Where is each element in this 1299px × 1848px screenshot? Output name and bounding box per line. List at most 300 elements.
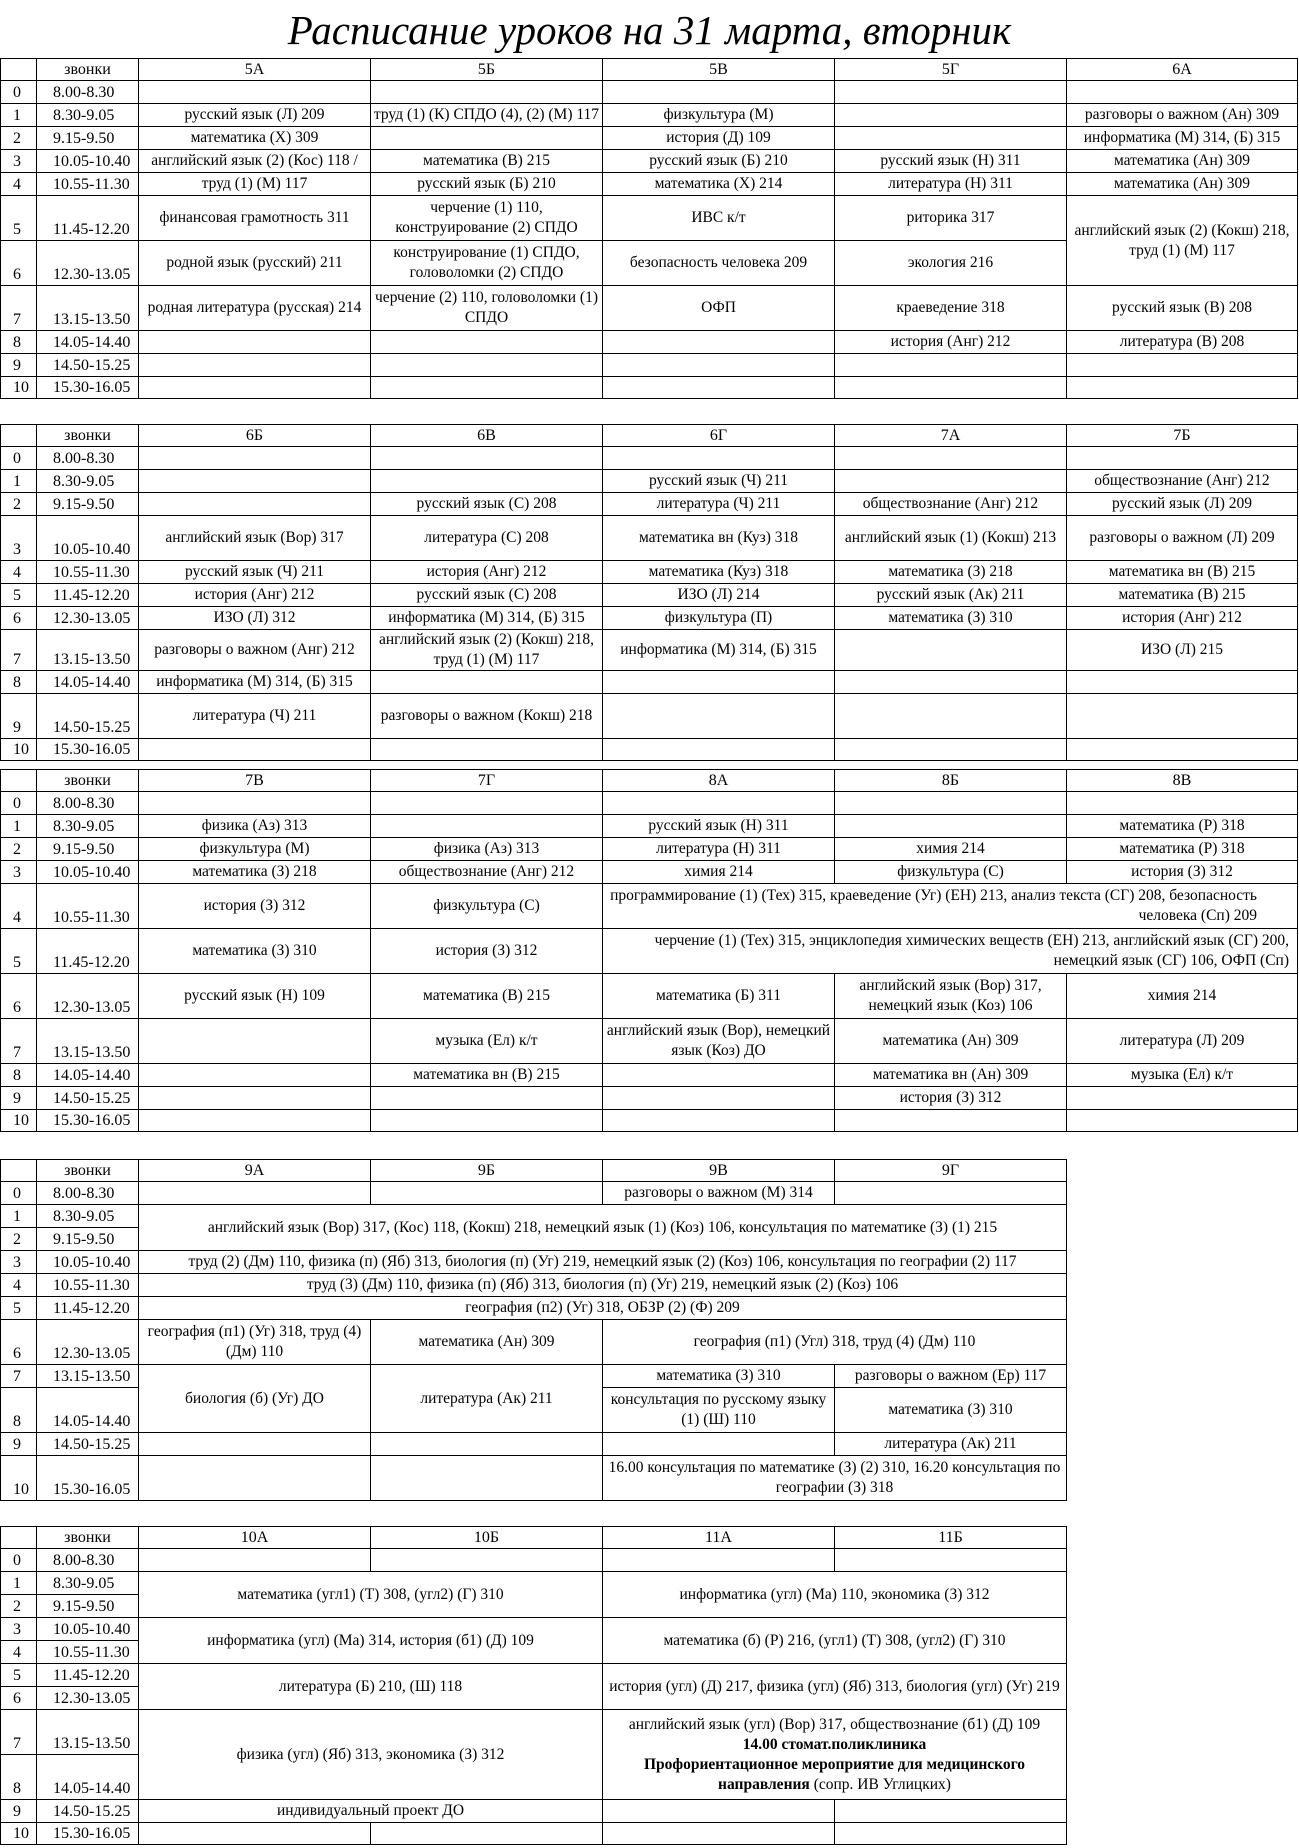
lesson-cell: разговоры о важном (Л) 209	[1067, 516, 1298, 561]
lesson-cell	[835, 377, 1067, 399]
lesson-cell-span: физика (угл) (Яб) 313, экономика (З) 312	[139, 1710, 603, 1800]
lesson-cell: безопасность человека 209	[603, 241, 835, 286]
lesson-cell	[835, 739, 1067, 761]
lesson-number: 2	[1, 1228, 37, 1251]
lesson-cell	[603, 739, 835, 761]
bell-time: 15.30-16.05	[37, 739, 139, 761]
lesson-cell	[603, 694, 835, 739]
lesson-number: 7	[1, 1019, 37, 1064]
lesson-cell: разговоры о важном (М) 314	[603, 1182, 835, 1205]
lesson-cell	[139, 1064, 371, 1087]
lesson-cell	[139, 1433, 371, 1456]
lesson-number: 3	[1, 861, 37, 884]
header-zvonki: звонки	[37, 59, 139, 81]
lesson-number: 1	[1, 104, 37, 127]
lesson-cell	[139, 1182, 371, 1205]
lesson-cell: английский язык (2) (Кокш) 218, труд (1) (М) 117	[1067, 196, 1298, 286]
lesson-number: 7	[1, 1710, 37, 1755]
lesson-number: 6	[1, 241, 37, 286]
lesson-cell: математика (Ан) 309	[1067, 150, 1298, 173]
bell-time: 10.55-11.30	[37, 1641, 139, 1664]
lesson-cell: физкультура (С)	[371, 884, 603, 929]
bell-time: 14.50-15.25	[37, 1433, 139, 1456]
lesson-number: 3	[1, 1618, 37, 1641]
lesson-cell: математика (З) 218	[139, 861, 371, 884]
lesson-cell	[139, 81, 371, 104]
bell-time: 12.30-13.05	[37, 607, 139, 630]
class-header: 11А	[603, 1527, 835, 1549]
lesson-cell: труд (1) (К) СПДО (4), (2) (М) 117	[371, 104, 603, 127]
lesson-text: английский язык (угл) (Вор) 317, обществознание (б1) (Д) 109	[628, 1715, 1041, 1733]
lesson-cell-span	[603, 1710, 1067, 1800]
lesson-cell: история (З) 312	[835, 1087, 1067, 1110]
lesson-number: 10	[1, 739, 37, 761]
bell-time: 10.05-10.40	[37, 861, 139, 884]
lesson-cell-span: черчение (1) (Тех) 315, энциклопедия химических веществ (ЕН) 213, английский язык (СГ) 200, немецкий язык (СГ) 106, ОФП (Сп)	[603, 929, 1298, 974]
lesson-cell	[603, 1433, 835, 1456]
lesson-cell	[603, 792, 835, 815]
lesson-cell: родной язык (русский) 211	[139, 241, 371, 286]
lesson-cell	[835, 815, 1067, 838]
lesson-cell	[1067, 447, 1298, 470]
lesson-cell: английский язык (2) (Кос) 118 /	[139, 150, 371, 173]
lesson-number: 1	[1, 470, 37, 493]
lesson-cell: музыка (Ел) к/т	[1067, 1064, 1298, 1087]
header-zvonki: звонки	[37, 770, 139, 792]
lesson-cell: математика (З) 218	[835, 561, 1067, 584]
lesson-cell: литература (Н) 311	[835, 173, 1067, 196]
lesson-cell	[835, 81, 1067, 104]
header-zvonki: звонки	[37, 425, 139, 447]
lesson-cell	[371, 331, 603, 354]
lesson-number: 4	[1, 561, 37, 584]
bell-time: 8.00-8.30	[37, 792, 139, 815]
lesson-cell: история (Анг) 212	[835, 331, 1067, 354]
lesson-number: 1	[1, 1205, 37, 1228]
lesson-number: 5	[1, 1664, 37, 1687]
bell-time: 14.05-14.40	[37, 1755, 139, 1800]
lesson-number: 4	[1, 1641, 37, 1664]
lesson-cell	[139, 739, 371, 761]
lesson-cell	[603, 81, 835, 104]
lesson-number: 5	[1, 929, 37, 974]
lesson-cell: физкультура (М)	[139, 838, 371, 861]
bell-time: 13.15-13.50	[37, 630, 139, 671]
lesson-cell: литература (Ак) 211	[835, 1433, 1067, 1456]
lesson-cell	[603, 447, 835, 470]
lesson-number: 10	[1, 1110, 37, 1132]
lesson-cell	[371, 1549, 603, 1572]
bell-time: 14.50-15.25	[37, 1087, 139, 1110]
lesson-cell: обществознание (Анг) 212	[1067, 470, 1298, 493]
lesson-cell: русский язык (С) 208	[371, 493, 603, 516]
lesson-number: 0	[1, 1549, 37, 1572]
lesson-number: 0	[1, 1182, 37, 1205]
header-empty	[1, 1527, 37, 1549]
lesson-cell: информатика (М) 314, (Б) 315	[1067, 127, 1298, 150]
lesson-number: 8	[1, 1388, 37, 1433]
bell-time: 15.30-16.05	[37, 377, 139, 399]
lesson-cell	[1067, 1087, 1298, 1110]
class-header: 6Б	[139, 425, 371, 447]
lesson-number: 4	[1, 173, 37, 196]
lesson-cell-span: география (п1) (Угл) 318, труд (4) (Дм) 110	[603, 1320, 1067, 1365]
class-header: 5Б	[371, 59, 603, 81]
lesson-cell: русский язык (Б) 210	[603, 150, 835, 173]
lesson-cell: литература (Ч) 211	[603, 493, 835, 516]
page-title: Расписание уроков на 31 марта, вторник	[287, 7, 1012, 53]
lesson-cell: обществознание (Анг) 212	[835, 493, 1067, 516]
bell-time: 10.05-10.40	[37, 1251, 139, 1274]
lesson-number: 7	[1, 286, 37, 331]
lesson-number: 7	[1, 630, 37, 671]
header-empty	[1, 59, 37, 81]
lesson-cell: литература (Н) 311	[603, 838, 835, 861]
lesson-cell: математика (Ан) 309	[371, 1320, 603, 1365]
lesson-cell	[835, 1549, 1067, 1572]
lesson-cell: математика вн (Куз) 318	[603, 516, 835, 561]
lesson-cell: химия 214	[1067, 974, 1298, 1019]
lesson-cell	[371, 447, 603, 470]
lesson-cell-span: информатика (угл) (Ма) 314, история (б1) (Д) 109	[139, 1618, 603, 1664]
lesson-cell	[835, 630, 1067, 671]
bell-time: 12.30-13.05	[37, 1687, 139, 1710]
class-header: 6А	[1067, 59, 1298, 81]
class-header: 5А	[139, 59, 371, 81]
lesson-cell: разговоры о важном (Ер) 117	[835, 1365, 1067, 1388]
lesson-cell	[835, 1182, 1067, 1205]
lesson-cell	[835, 1823, 1067, 1845]
lesson-cell	[139, 470, 371, 493]
lesson-cell	[139, 1456, 371, 1501]
lesson-number: 5	[1, 584, 37, 607]
lesson-cell	[139, 493, 371, 516]
lesson-number: 0	[1, 447, 37, 470]
bell-time: 10.55-11.30	[37, 884, 139, 929]
lesson-number: 2	[1, 838, 37, 861]
lesson-cell-span: индивидуальный проект ДО	[139, 1800, 603, 1823]
lesson-cell: разговоры о важном (Ан) 309	[1067, 104, 1298, 127]
lesson-cell	[371, 792, 603, 815]
lesson-cell: история (Анг) 212	[371, 561, 603, 584]
class-header: 5Г	[835, 59, 1067, 81]
class-header: 8В	[1067, 770, 1298, 792]
lesson-number: 5	[1, 196, 37, 241]
bell-time: 13.15-13.50	[37, 1019, 139, 1064]
lesson-cell: история (Анг) 212	[1067, 607, 1298, 630]
lesson-cell	[835, 792, 1067, 815]
lesson-cell: ИЗО (Л) 214	[603, 584, 835, 607]
bell-time: 10.05-10.40	[37, 150, 139, 173]
bell-time: 8.30-9.05	[37, 1572, 139, 1595]
lesson-cell	[371, 671, 603, 694]
lesson-cell: русский язык (Л) 209	[139, 104, 371, 127]
bell-time: 8.30-9.05	[37, 470, 139, 493]
lesson-cell: литература (С) 208	[371, 516, 603, 561]
lesson-cell: физкультура (П)	[603, 607, 835, 630]
class-header: 7Г	[371, 770, 603, 792]
lesson-cell	[603, 1064, 835, 1087]
lesson-cell	[1067, 792, 1298, 815]
lesson-cell: русский язык (В) 208	[1067, 286, 1298, 331]
lesson-number: 7	[1, 1365, 37, 1388]
bell-time: 9.15-9.50	[37, 1595, 139, 1618]
lesson-cell: математика (Куз) 318	[603, 561, 835, 584]
class-header: 9Б	[371, 1160, 603, 1182]
lesson-cell: русский язык (Ч) 211	[139, 561, 371, 584]
lesson-cell-span: труд (3) (Дм) 110, физика (п) (Яб) 313, биология (п) (Уг) 219, немецкий язык (2) (Коз) 106	[139, 1274, 1067, 1297]
lesson-number: 2	[1, 493, 37, 516]
bell-time: 9.15-9.50	[37, 1228, 139, 1251]
lesson-number: 2	[1, 127, 37, 150]
lesson-cell	[371, 127, 603, 150]
lesson-cell-span: география (п2) (Уг) 318, ОБЗР (2) (Ф) 209	[139, 1297, 1067, 1320]
lesson-cell	[1067, 739, 1298, 761]
lesson-cell	[603, 1800, 835, 1823]
lesson-cell	[371, 81, 603, 104]
lesson-cell	[603, 1823, 835, 1845]
bell-time: 12.30-13.05	[37, 974, 139, 1019]
lesson-cell: конструирование (1) СПДО, головоломки (2) СПДО	[371, 241, 603, 286]
lesson-cell	[835, 1110, 1067, 1132]
header-empty	[1, 770, 37, 792]
lesson-cell	[835, 447, 1067, 470]
lesson-cell	[139, 1549, 371, 1572]
lesson-cell	[139, 1087, 371, 1110]
lesson-number: 10	[1, 377, 37, 399]
lesson-cell	[371, 1087, 603, 1110]
lesson-cell-span: математика (б) (Р) 216, (угл1) (Т) 308, (угл2) (Г) 310	[603, 1618, 1067, 1664]
lesson-cell: литература (Ч) 211	[139, 694, 371, 739]
bell-time: 8.00-8.30	[37, 447, 139, 470]
lesson-cell-span: математика (угл1) (Т) 308, (угл2) (Г) 310	[139, 1572, 603, 1618]
lesson-cell: русский язык (С) 208	[371, 584, 603, 607]
bell-time: 8.00-8.30	[37, 1549, 139, 1572]
lesson-cell: история (Анг) 212	[139, 584, 371, 607]
schedule-block-5a-6a	[0, 58, 1298, 399]
lesson-cell: математика (Р) 318	[1067, 838, 1298, 861]
class-header: 8Б	[835, 770, 1067, 792]
lesson-cell	[371, 1182, 603, 1205]
lesson-cell: экология 216	[835, 241, 1067, 286]
lesson-number: 6	[1, 1687, 37, 1710]
event-title: Профориентационное мероприятие для медицинского направления	[643, 1755, 1026, 1793]
bell-time: 10.55-11.30	[37, 173, 139, 196]
lesson-cell-span: труд (2) (Дм) 110, физика (п) (Яб) 313, биология (п) (Уг) 219, немецкий язык (2) (Коз) 106, консультация по географии (2) 117	[139, 1251, 1067, 1274]
lesson-cell	[139, 1019, 371, 1064]
lesson-cell	[1067, 671, 1298, 694]
lesson-number: 9	[1, 1800, 37, 1823]
lesson-cell: музыка (Ел) к/т	[371, 1019, 603, 1064]
header-empty	[1, 425, 37, 447]
lesson-cell: математика (З) 310	[603, 1365, 835, 1388]
bell-time: 14.50-15.25	[37, 354, 139, 377]
bell-time: 9.15-9.50	[37, 493, 139, 516]
lesson-cell	[603, 354, 835, 377]
class-header: 5В	[603, 59, 835, 81]
lesson-cell: математика (З) 310	[835, 607, 1067, 630]
lesson-cell	[603, 1087, 835, 1110]
lesson-cell: информатика (М) 314, (Б) 315	[603, 630, 835, 671]
class-header: 7В	[139, 770, 371, 792]
lesson-cell	[371, 1433, 603, 1456]
lesson-cell	[835, 694, 1067, 739]
lesson-number: 1	[1, 815, 37, 838]
lesson-cell: родная литература (русская) 214	[139, 286, 371, 331]
bell-time: 11.45-12.20	[37, 584, 139, 607]
lesson-number: 1	[1, 1572, 37, 1595]
lesson-cell	[371, 739, 603, 761]
bell-time: 13.15-13.50	[37, 286, 139, 331]
bell-time: 8.30-9.05	[37, 815, 139, 838]
bell-time: 14.50-15.25	[37, 694, 139, 739]
class-header: 7Б	[1067, 425, 1298, 447]
lesson-cell: ИВС к/т	[603, 196, 835, 241]
lesson-number: 8	[1, 1064, 37, 1087]
lesson-cell	[371, 354, 603, 377]
lesson-cell	[371, 815, 603, 838]
bell-time: 10.55-11.30	[37, 561, 139, 584]
lesson-number: 6	[1, 1320, 37, 1365]
lesson-number: 5	[1, 1297, 37, 1320]
lesson-cell: физика (Аз) 313	[371, 838, 603, 861]
lesson-cell	[139, 447, 371, 470]
lesson-cell: английский язык (Вор), немецкий язык (Коз) ДО	[603, 1019, 835, 1064]
bell-time: 14.05-14.40	[37, 671, 139, 694]
lesson-cell	[835, 354, 1067, 377]
lesson-cell: химия 214	[603, 861, 835, 884]
lesson-number: 10	[1, 1456, 37, 1501]
lesson-number: 9	[1, 694, 37, 739]
lesson-cell	[603, 1110, 835, 1132]
lesson-cell: математика (Б) 311	[603, 974, 835, 1019]
lesson-cell	[371, 470, 603, 493]
lesson-cell	[1067, 81, 1298, 104]
lesson-cell: литература (Ак) 211	[371, 1365, 603, 1433]
lesson-cell: математика (В) 215	[371, 150, 603, 173]
lesson-cell: труд (1) (М) 117	[139, 173, 371, 196]
lesson-number: 3	[1, 516, 37, 561]
lesson-cell: английский язык (Вор) 317	[139, 516, 371, 561]
bell-time: 12.30-13.05	[37, 241, 139, 286]
lesson-cell: ИЗО (Л) 215	[1067, 630, 1298, 671]
bell-time: 14.50-15.25	[37, 1800, 139, 1823]
lesson-cell: информатика (М) 314, (Б) 315	[139, 671, 371, 694]
lesson-number: 10	[1, 1823, 37, 1845]
lesson-cell: математика вн (Ан) 309	[835, 1064, 1067, 1087]
lesson-cell: математика (Х) 309	[139, 127, 371, 150]
lesson-cell: биология (б) (Уг) ДО	[139, 1365, 371, 1433]
lesson-cell: русский язык (Н) 311	[835, 150, 1067, 173]
lesson-number: 8	[1, 1755, 37, 1800]
lesson-cell	[1067, 1110, 1298, 1132]
lesson-cell	[371, 377, 603, 399]
class-header: 10А	[139, 1527, 371, 1549]
lesson-cell	[603, 331, 835, 354]
bell-time: 14.05-14.40	[37, 331, 139, 354]
class-header: 11Б	[835, 1527, 1067, 1549]
lesson-number: 9	[1, 1087, 37, 1110]
lesson-cell: история (З) 312	[371, 929, 603, 974]
lesson-cell: английский язык (Вор) 317, немецкий язык (Коз) 106	[835, 974, 1067, 1019]
lesson-cell	[603, 671, 835, 694]
lesson-cell: разговоры о важном (Анг) 212	[139, 630, 371, 671]
bell-time: 14.05-14.40	[37, 1064, 139, 1087]
header-zvonki: звонки	[37, 1527, 139, 1549]
lesson-cell: математика (З) 310	[139, 929, 371, 974]
lesson-cell	[835, 470, 1067, 493]
lesson-cell: риторика 317	[835, 196, 1067, 241]
lesson-cell	[371, 1823, 603, 1845]
lesson-cell-span: английский язык (Вор) 317, (Кос) 118, (Кокш) 218, немецкий язык (1) (Коз) 106, консультация по математике (З) (1) 215	[139, 1205, 1067, 1251]
schedule-block-6b-7b	[0, 424, 1298, 761]
lesson-cell: русский язык (Б) 210	[371, 173, 603, 196]
class-header: 9А	[139, 1160, 371, 1182]
lesson-cell: физика (Аз) 313	[139, 815, 371, 838]
bell-time: 8.00-8.30	[37, 81, 139, 104]
lesson-cell	[1067, 377, 1298, 399]
header-zvonki: звонки	[37, 1160, 139, 1182]
lesson-number: 0	[1, 792, 37, 815]
lesson-number: 6	[1, 607, 37, 630]
lesson-number: 4	[1, 884, 37, 929]
lesson-cell: математика (В) 215	[371, 974, 603, 1019]
bell-time: 13.15-13.50	[37, 1365, 139, 1388]
bell-time: 11.45-12.20	[37, 929, 139, 974]
lesson-cell	[139, 331, 371, 354]
lesson-cell: краеведение 318	[835, 286, 1067, 331]
bell-time: 14.05-14.40	[37, 1388, 139, 1433]
lesson-cell	[139, 354, 371, 377]
event-note: (сопр. ИВ Углицких)	[813, 1775, 951, 1793]
schedule-block-9	[0, 1159, 1067, 1501]
lesson-cell	[835, 1800, 1067, 1823]
lesson-cell: математика (Х) 214	[603, 173, 835, 196]
class-header: 9Г	[835, 1160, 1067, 1182]
lesson-cell: география (п1) (Уг) 318, труд (4) (Дм) 110	[139, 1320, 371, 1365]
lesson-cell: русский язык (Ч) 211	[603, 470, 835, 493]
class-header: 8А	[603, 770, 835, 792]
lesson-cell: литература (Л) 209	[1067, 1019, 1298, 1064]
class-header: 6Г	[603, 425, 835, 447]
class-header: 6В	[371, 425, 603, 447]
lesson-cell: физкультура (М)	[603, 104, 835, 127]
lesson-cell: английский язык (1) (Кокш) 213	[835, 516, 1067, 561]
bell-time: 15.30-16.05	[37, 1823, 139, 1845]
lesson-cell-span: литература (Б) 210, (Ш) 118	[139, 1664, 603, 1710]
lesson-cell: русский язык (Л) 209	[1067, 493, 1298, 516]
bell-time: 15.30-16.05	[37, 1110, 139, 1132]
lesson-cell	[1067, 694, 1298, 739]
bell-time: 11.45-12.20	[37, 1664, 139, 1687]
bell-time: 13.15-13.50	[37, 1710, 139, 1755]
lesson-cell	[371, 1456, 603, 1501]
bell-time: 8.30-9.05	[37, 104, 139, 127]
lesson-cell	[139, 377, 371, 399]
lesson-cell-span: программирование (1) (Тех) 315, краеведение (Уг) (ЕН) 213, анализ текста (СГ) 208, безопасность человека (Сп) 209	[603, 884, 1298, 929]
lesson-cell: математика (Ан) 309	[835, 1019, 1067, 1064]
lesson-cell: черчение (1) 110, конструирование (2) СПДО	[371, 196, 603, 241]
bell-time: 12.30-13.05	[37, 1320, 139, 1365]
lesson-cell: история (Д) 109	[603, 127, 835, 150]
lesson-number: 8	[1, 671, 37, 694]
lesson-number: 8	[1, 331, 37, 354]
lesson-cell	[371, 1110, 603, 1132]
lesson-cell: история (З) 312	[1067, 861, 1298, 884]
lesson-cell: ИЗО (Л) 312	[139, 607, 371, 630]
lesson-cell: разговоры о важном (Кокш) 218	[371, 694, 603, 739]
lesson-cell-span: 16.00 консультация по математике (З) (2) 310, 16.20 консультация по географии (З) 318	[603, 1456, 1067, 1501]
